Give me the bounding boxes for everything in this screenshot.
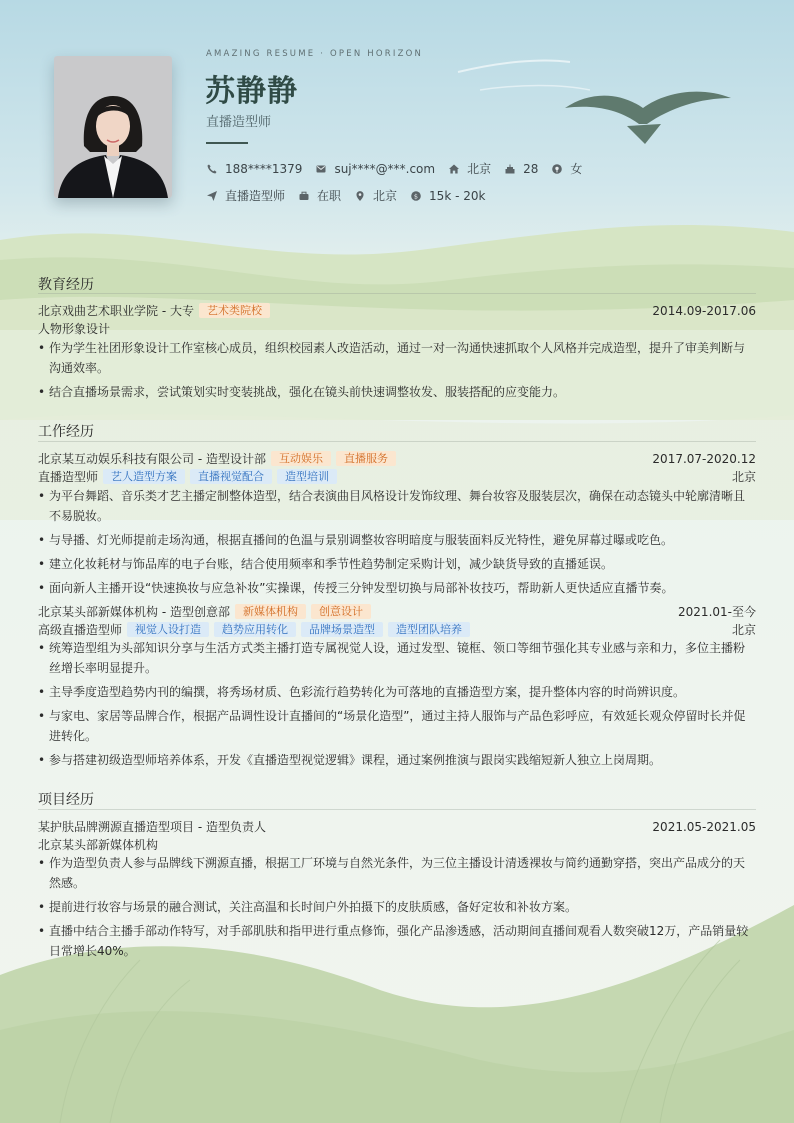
tag: 视觉人设打造 xyxy=(127,622,209,637)
tag: 造型培训 xyxy=(277,469,337,484)
tag: 直播视觉配合 xyxy=(190,469,272,484)
project-name: 某护肤品牌溯源直播造型项目 - 造型负责人 xyxy=(38,820,266,834)
list-item: • 主导季度造型趋势内刊的编撰，将秀场材质、色彩流行趋势转化为可落地的直播造型方案，提升整体内容的时尚辨识度。 xyxy=(38,682,756,702)
school-name: 北京戏曲艺术职业学院 - 大专 xyxy=(38,304,194,318)
tag: 新媒体机构 xyxy=(235,604,306,619)
list-item: • 参与搭建初级造型师培养体系，开发《直播造型视觉逻辑》课程，通过案例推演与跟岗实践缩短新人独立上岗周期。 xyxy=(38,750,756,770)
home-text: 北京 xyxy=(467,162,492,176)
tag: 艺人造型方案 xyxy=(103,469,185,484)
send-icon xyxy=(206,190,218,202)
list-item: • 统筹造型组为头部知识分享与生活方式类主播打造专属视觉人设，通过发型、镜框、领口等细节强化其专业感与亲和力，多位主播粉丝增长率明显提升。 xyxy=(38,638,756,678)
project-org: 北京某头部新媒体机构 xyxy=(38,838,159,852)
work-entry-header xyxy=(38,603,756,620)
tag: 艺术类院校 xyxy=(199,303,270,318)
company-name: 北京某互动娱乐科技有限公司 - 造型设计部 xyxy=(38,452,266,466)
list-item: • 为平台舞蹈、音乐类才艺主播定制整体造型，结合表演曲目风格设计发饰纹理、舞台妆容及服装层次，确保在动态镜头中轮廓清晰且不易脱妆。 xyxy=(38,486,756,526)
list-item: • 作为学生社团形象设计工作室核心成员，组织校园素人改造活动，通过一对一沟通快速抓取个人风格并完成造型，提升了审美判断与沟通效率。 xyxy=(38,338,756,378)
contact-gender xyxy=(551,160,582,177)
job-intent-row xyxy=(206,187,498,204)
gender-icon xyxy=(551,163,563,175)
section-divider xyxy=(38,441,756,442)
home-icon xyxy=(448,163,460,175)
contact-row xyxy=(206,160,595,177)
project-entry-header xyxy=(38,818,756,835)
work-bullets xyxy=(38,638,756,774)
list-item: • 建立化妆耗材与饰品库的电子台账，结合使用频率和季节性趋势制定采购计划，减少缺货导致的直播延误。 xyxy=(38,554,756,574)
contact-email xyxy=(315,162,435,176)
cake-icon xyxy=(504,163,516,175)
candidate-name: 苏静静 xyxy=(205,74,298,109)
contact-home xyxy=(448,160,491,177)
section-divider xyxy=(38,809,756,810)
tag: 品牌场景造型 xyxy=(301,622,383,637)
tag: 互动娱乐 xyxy=(271,451,331,466)
list-item: • 面向新人主播开设“快速换妆与应急补妆”实操课，传授三分钟发型切换与局部补妆技巧，帮助新人更快适应直播节奏。 xyxy=(38,578,756,598)
tag: 直播服务 xyxy=(336,451,396,466)
project-bullets xyxy=(38,853,756,965)
briefcase-icon xyxy=(298,190,310,202)
tag: 趋势应用转化 xyxy=(214,622,296,637)
list-item: • 与导播、灯光师提前走场沟通，根据直播间的色温与景别调整妆容明暗度与服装面料反光特性，避免屏幕过曝或吃色。 xyxy=(38,530,756,550)
intent-city xyxy=(354,187,397,204)
tagline: AMAZING RESUME · OPEN HORIZON xyxy=(206,49,424,59)
role-name: 高级直播造型师 xyxy=(38,623,123,637)
project-dates: 2021.05-2021.05 xyxy=(652,819,756,834)
education-bullets xyxy=(38,338,756,406)
contact-phone xyxy=(206,162,302,176)
intent-position xyxy=(206,187,285,204)
education-entry-header xyxy=(38,302,756,319)
tag: 创意设计 xyxy=(311,604,371,619)
role-name: 直播造型师 xyxy=(38,470,99,484)
list-item: • 提前进行妆容与场景的融合测试，关注高温和长时间户外拍摄下的皮肤质感，备好定妆和补妆方案。 xyxy=(38,897,756,917)
intent-position-text: 直播造型师 xyxy=(225,189,286,203)
work-dates: 2017.07-2020.12 xyxy=(652,451,756,466)
intent-salary-text: 15k - 20k xyxy=(429,188,486,203)
list-item: • 直播中结合主播手部动作特写，对手部肌肤和指甲进行重点修饰，强化产品渗透感，活动期间直播间观看人数突破12万，产品销量较日常增长40%。 xyxy=(38,921,756,961)
work-role-row xyxy=(38,621,756,638)
list-item: • 与家电、家居等品牌合作，根据产品调性设计直播间的“场景化造型”，通过主持人服饰与产品色彩呼应，有效延长观众停留时长并促进转化。 xyxy=(38,706,756,746)
work-dates: 2021.01-至今 xyxy=(678,605,756,619)
intent-salary xyxy=(410,189,485,203)
intent-city-text: 北京 xyxy=(373,189,398,203)
section-title-education: 教育经历 xyxy=(38,277,94,293)
location-pin-icon xyxy=(354,190,366,202)
avatar xyxy=(54,56,172,198)
work-role-row xyxy=(38,468,756,485)
work-city: 北京 xyxy=(731,623,756,637)
tag: 造型团队培养 xyxy=(388,622,470,637)
svg-text:$: $ xyxy=(413,191,419,200)
intent-status xyxy=(298,187,341,204)
phone-icon xyxy=(206,163,218,175)
intent-status-text: 在职 xyxy=(317,189,342,203)
work-city: 北京 xyxy=(731,470,756,484)
education-dates: 2014.09-2017.06 xyxy=(652,303,756,318)
mail-icon xyxy=(315,163,327,175)
section-title-work: 工作经历 xyxy=(38,424,94,440)
phone-text: 188****1379 xyxy=(225,161,303,176)
gender-text: 女 xyxy=(570,162,583,176)
list-item: • 作为造型负责人参与品牌线下溯源直播，根据工厂环境与自然光条件，为三位主播设计清透裸妆与简约通勤穿搭，突出产品成分的天然感。 xyxy=(38,853,756,893)
bird-decoration xyxy=(565,86,731,146)
contact-age xyxy=(504,162,538,176)
section-title-projects: 项目经历 xyxy=(38,792,94,808)
email-text: suj****@***.com xyxy=(334,161,436,176)
title-divider xyxy=(206,142,248,144)
list-item: • 结合直播场景需求，尝试策划实时变装挑战，强化在镜头前快速调整妆发、服装搭配的应变能力。 xyxy=(38,382,756,402)
education-major: 人物形象设计 xyxy=(38,322,111,336)
work-bullets xyxy=(38,486,756,602)
money-icon xyxy=(410,190,422,202)
age-text: 28 xyxy=(523,161,539,176)
work-entry-header xyxy=(38,450,756,467)
company-name: 北京某头部新媒体机构 - 造型创意部 xyxy=(38,605,230,619)
section-divider xyxy=(38,293,756,294)
job-title: 直播造型师 xyxy=(206,115,272,130)
